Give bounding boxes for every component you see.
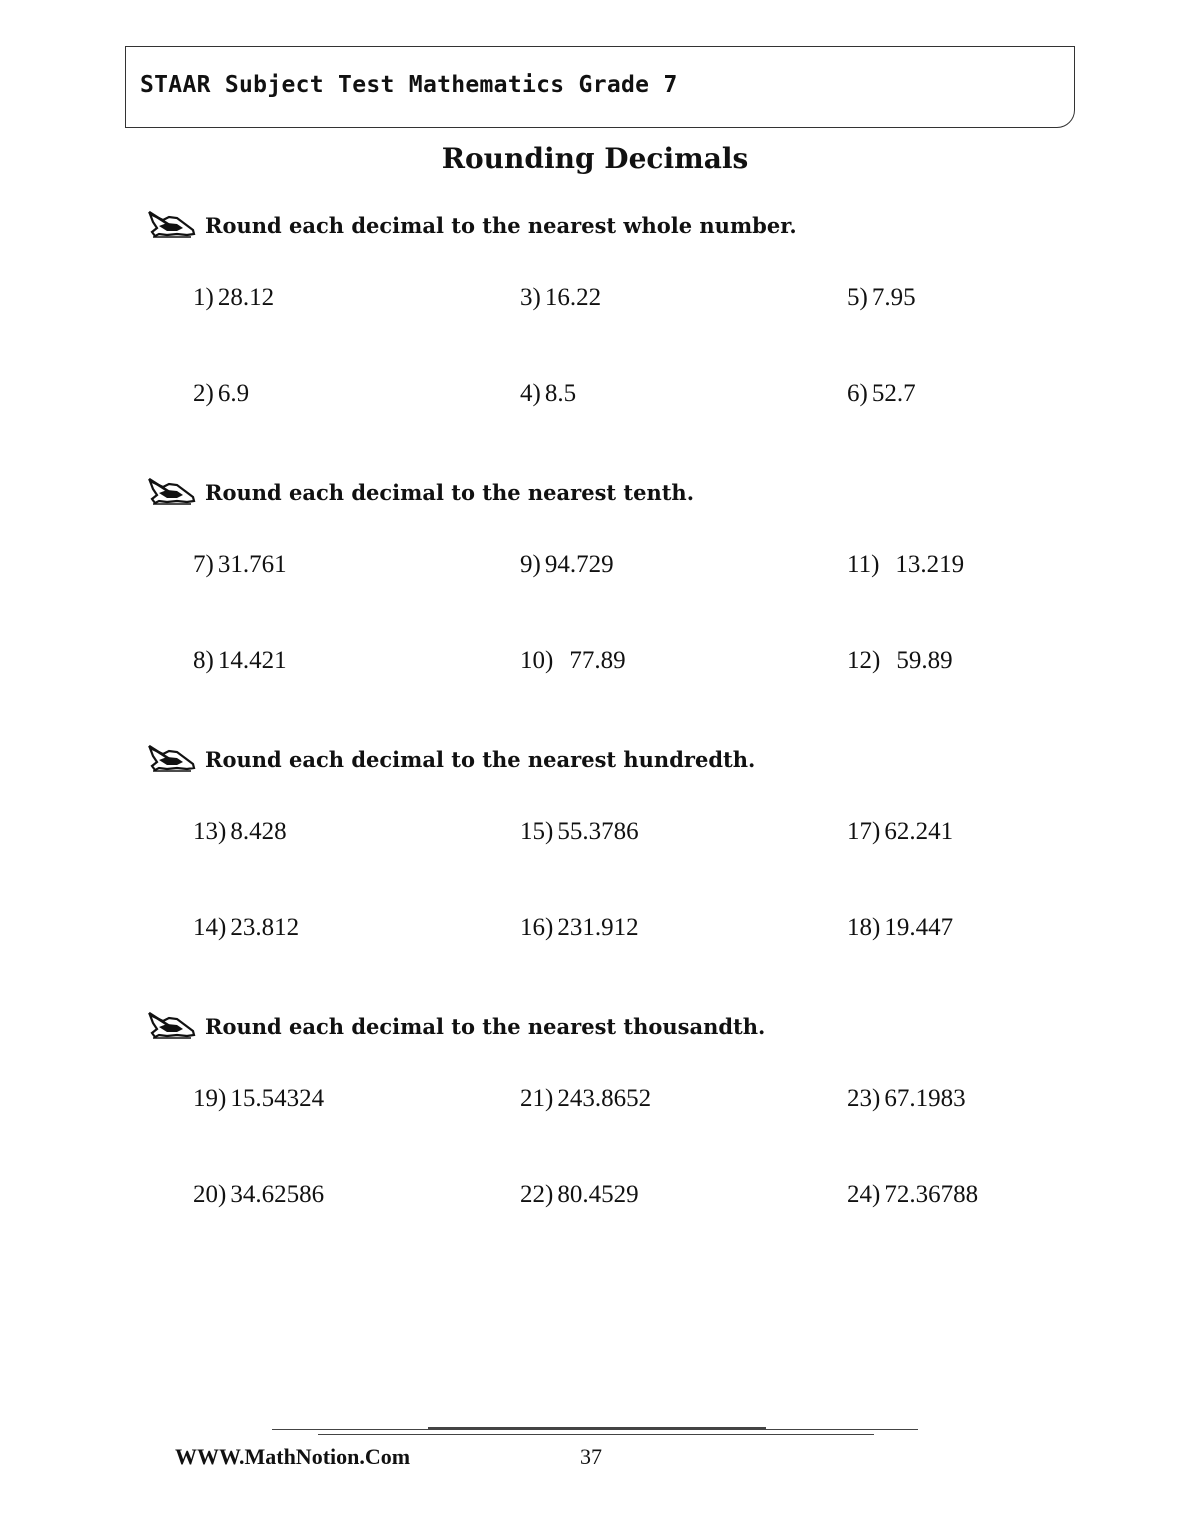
problem-item: [520, 647, 626, 675]
footer-divider: [318, 1434, 874, 1435]
problem-value: 231.912: [557, 914, 639, 941]
problem-item: [520, 1181, 639, 1209]
problem-number: 10): [520, 647, 554, 674]
problem-number: 22): [520, 1181, 554, 1208]
section-heading: [147, 475, 694, 509]
problem-value: 72.36788: [884, 1181, 979, 1208]
problem-value: 94.729: [544, 551, 614, 578]
header-box: [125, 46, 1075, 128]
footer-site: WWW.MathNotion.Com: [175, 1444, 411, 1469]
problem-value: 28.12: [217, 284, 275, 311]
problem-number: 14): [193, 914, 227, 941]
problem-item: [847, 284, 916, 312]
problem-value: 19.447: [884, 914, 954, 941]
problem-number: 6): [847, 380, 868, 407]
problem-number: 3): [520, 284, 541, 311]
problem-item: [847, 818, 953, 846]
writing-hand-icon: [147, 210, 197, 240]
problem-item: [193, 284, 274, 312]
problem-value: 34.62586: [230, 1181, 325, 1208]
problem-number: 19): [193, 1085, 227, 1112]
problem-value: 243.8652: [557, 1085, 652, 1112]
problem-value: 77.89: [569, 647, 626, 674]
problem-item: [193, 914, 299, 942]
problem-value: 16.22: [544, 284, 602, 311]
problem-number: 16): [520, 914, 554, 941]
problem-item: [847, 1181, 978, 1209]
problem-item: [847, 647, 953, 675]
problem-number: 23): [847, 1085, 881, 1112]
problem-number: 2): [193, 380, 214, 407]
problem-number: 21): [520, 1085, 554, 1112]
problem-value: 31.761: [217, 551, 287, 578]
problem-value: 14.421: [217, 647, 287, 674]
problem-item: [847, 551, 964, 579]
problem-number: 13): [193, 818, 227, 845]
writing-hand-icon: [147, 744, 197, 774]
problem-item: [847, 380, 916, 408]
problem-value: 67.1983: [884, 1085, 966, 1112]
problem-number: 15): [520, 818, 554, 845]
problem-number: 18): [847, 914, 881, 941]
problem-value: 8.428: [230, 818, 287, 845]
section-instruction: Round each decimal to the nearest whole number.: [205, 212, 797, 238]
problem-value: 55.3786: [557, 818, 639, 845]
problem-value: 23.812: [230, 914, 300, 941]
page-title: Rounding Decimals: [441, 142, 749, 175]
problem-value: 8.5: [544, 380, 577, 407]
problem-number: 9): [520, 551, 541, 578]
problem-value: 7.95: [871, 284, 916, 311]
problem-item: [193, 647, 287, 675]
problem-value: 13.219: [895, 551, 965, 578]
problem-item: [193, 1085, 324, 1113]
problem-number: 11): [847, 551, 880, 578]
problem-value: 52.7: [871, 380, 916, 407]
section-instruction: Round each decimal to the nearest hundredth.: [205, 746, 756, 772]
problem-number: 5): [847, 284, 868, 311]
footer-divider: [428, 1427, 766, 1429]
problem-item: [520, 284, 601, 312]
problem-value: 59.89: [896, 647, 953, 674]
problem-item: [847, 914, 953, 942]
problem-number: 12): [847, 647, 881, 674]
problem-value: 80.4529: [557, 1181, 639, 1208]
problem-number: 7): [193, 551, 214, 578]
section-heading: [147, 208, 797, 242]
problem-item: [520, 818, 639, 846]
section-instruction: Round each decimal to the nearest tenth.: [205, 479, 695, 505]
problem-item: [193, 551, 287, 579]
problem-number: 20): [193, 1181, 227, 1208]
writing-hand-icon: [147, 1011, 197, 1041]
problem-value: 15.54324: [230, 1085, 325, 1112]
problem-item: [193, 380, 249, 408]
problem-number: 8): [193, 647, 214, 674]
section-heading: [147, 1009, 765, 1043]
problem-item: [520, 1085, 651, 1113]
problem-item: [520, 551, 614, 579]
problem-item: [193, 818, 287, 846]
footer-divider: [272, 1429, 918, 1430]
section-heading: [147, 742, 755, 776]
problem-number: 24): [847, 1181, 881, 1208]
problem-value: 6.9: [217, 380, 250, 407]
problem-item: [847, 1085, 966, 1113]
page-number: 37: [580, 1444, 602, 1469]
writing-hand-icon: [147, 477, 197, 507]
problem-item: [520, 914, 639, 942]
section-instruction: Round each decimal to the nearest thousandth.: [205, 1013, 766, 1039]
problem-item: [193, 1181, 324, 1209]
problem-number: 1): [193, 284, 214, 311]
problem-number: 4): [520, 380, 541, 407]
problem-item: [520, 380, 576, 408]
problem-number: 17): [847, 818, 881, 845]
header-title: STAAR Subject Test Mathematics Grade 7: [140, 72, 678, 98]
problem-value: 62.241: [884, 818, 954, 845]
